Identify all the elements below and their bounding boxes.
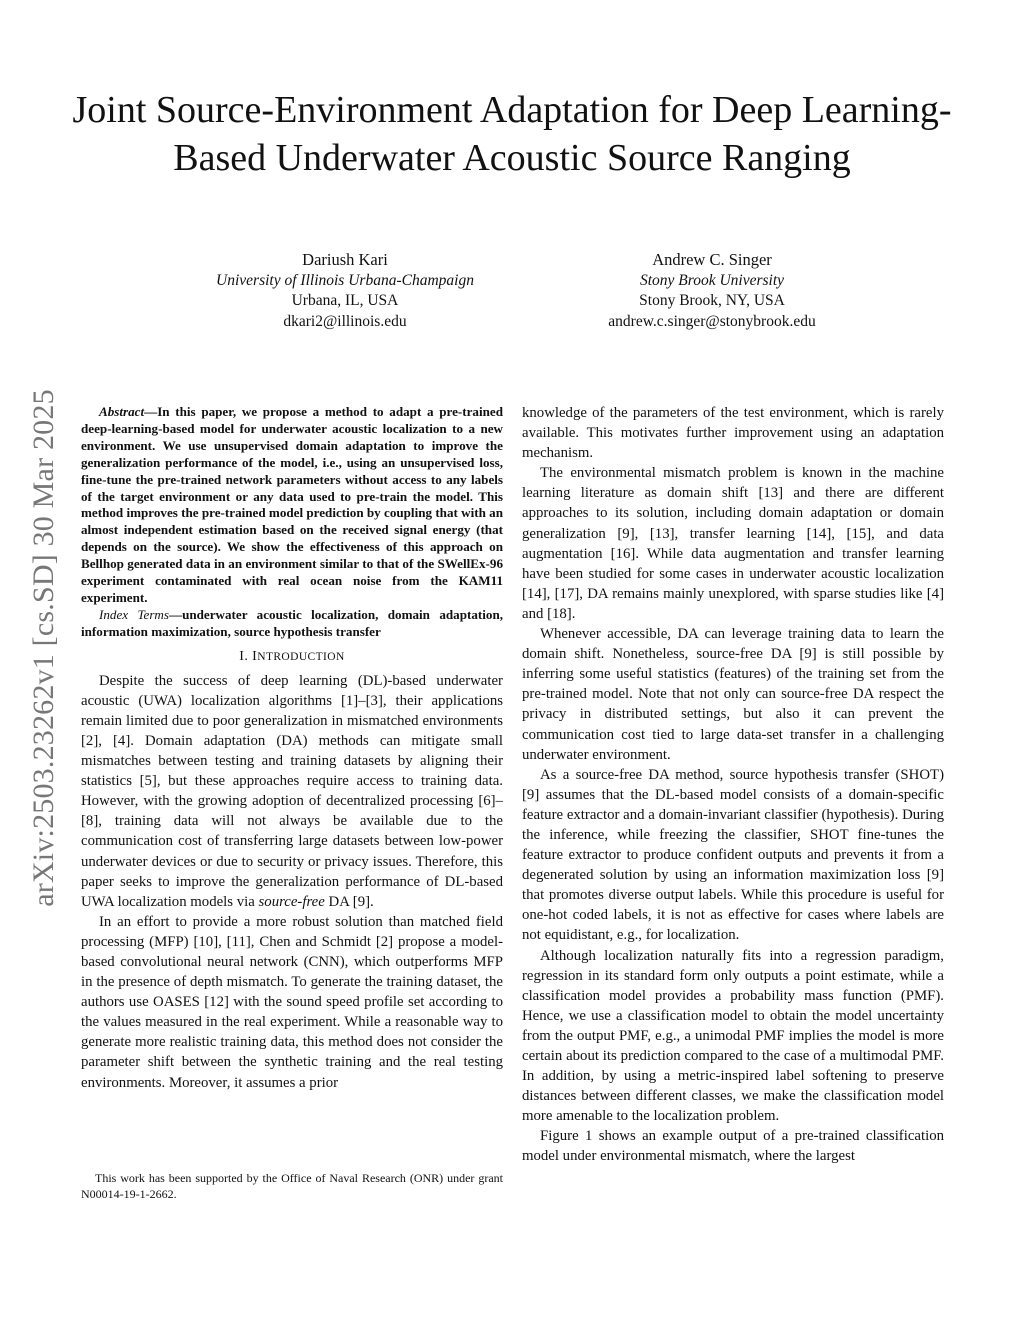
left-column (81, 404, 503, 1093)
abstract-text: —In this paper, we propose a method to adapt a pre-trained deep-learning-based model for underwater acoustic localization to a new environment. We use unsupervised domain adaptation to improve the generalization performance of the model, i.e., using an unsupervised loss, fine-tune the pre-trained network parameters without access to any labels of the target environment or any data used to pre-train the model. This method improves the pre-trained model prediction by coupling that with an almost independent estimation based on the received signal energy (that depends on the source). We show the effectiveness of this approach on Bellhop generated data in an environment similar to that of the SWellEx-96 experiment contaminated with real ocean noise from the KAM11 experiment. (81, 404, 503, 605)
author-location: Stony Brook, NY, USA (639, 292, 785, 309)
arxiv-identifier: arXiv:2503.23262v1 [cs.SD] 30 Mar 2025 (27, 389, 60, 907)
paragraph: As a source-free DA method, source hypothesis transfer (SHOT) [9] assumes that the DL-based model consists of a domain-specific feature extractor and a domain-invariant classifier (hypothesis). During the inference, while freezing the classifier, SHOT fine-tunes the feature extractor to produce confident outputs and prevents it from a degenerated solution by using an information maximization loss [9] that promotes diverse output labels. While this procedure is useful for one-hot coded labels, it is not as effective for cases where labels are not equidistant, e.g., for localization. (522, 766, 944, 944)
paragraph: knowledge of the parameters of the test environment, which is rarely available. This motivates further improvement using an adaptation mechanism. (522, 405, 944, 462)
author-location: Urbana, IL, USA (291, 292, 399, 309)
paragraph-emphasis: source-free (258, 893, 325, 910)
paragraph (81, 912, 503, 1093)
author-affiliation: Stony Brook University (639, 271, 785, 289)
section-heading-introduction (81, 649, 503, 665)
author-email: dkari2@illinois.edu (283, 312, 407, 330)
paragraph: Whenever accessible, DA can leverage training data to learn the domain shift. Nonetheless, source-free DA [9] is still possible by inferring some useful statistics (features) of the training set from the pre-trained model. Note that not only can source-free DA respect the privacy in distributed settings, but also it can prevent the communication cost tied to large data-set transfer in a challenging underwater environment. (522, 626, 944, 763)
paragraph: Figure 1 shows an example output of a pre-trained classification model under environmental mismatch, where the largest (522, 1128, 944, 1165)
author-block-2 (540, 250, 884, 332)
paragraph-text-tail: DA [9]. (324, 893, 374, 910)
author-name: Andrew C. Singer (652, 250, 772, 269)
funding-footnote: This work has been supported by the Office of Naval Research (ONR) under grant N00014-19-1-2662. (81, 1171, 503, 1201)
author-affiliation: University of Illinois Urbana-Champaign (216, 271, 474, 289)
section-title-rest: NTRODUCTION (257, 650, 345, 663)
index-terms-text: —underwater acoustic localization, domain adaptation, information maximization, source hypothesis transfer (81, 606, 503, 639)
abstract-lead: Abstract (99, 404, 145, 419)
paragraph: The environmental mismatch problem is known in the machine learning literature as domain shift [13] and there are different approaches to its solution, including domain adaptation or domain generalization [9], [13], transfer learning [14], [15], and data augmentation [16]. While data augmentation and transfer learning have been studied for some cases in underwater acoustic localization [14], [17], DA remains mainly unexplored, with sparse studies like [4] and [18]. (522, 465, 944, 622)
right-column (522, 403, 944, 1167)
section-first-letter: I (252, 648, 258, 664)
section-number: I. (239, 648, 249, 664)
author-email: andrew.c.singer@stonybrook.edu (608, 312, 816, 330)
index-terms-lead: Index Terms (99, 606, 169, 622)
index-terms (81, 607, 503, 641)
paper-title: Joint Source-Environment Adaptation for Deep Learning-Based Underwater Acoustic Source Ranging (72, 89, 952, 179)
paragraph: Although localization naturally fits into a regression paradigm, regression in its standard form only outputs a point estimate, while a classification model provides a probability mass function (PMF). Hence, we use a classification model to obtain the model uncertainty from the output PMF, e.g., a unimodal PMF implies the model is more certain about its prediction compared to the case of a multimodal PMF. In addition, by using a metric-inspired label softening to preserve distances between different classes, we make the classification model more amenable to the localization problem. (522, 947, 944, 1125)
author-block-1 (180, 250, 510, 332)
abstract (81, 404, 503, 607)
paragraph-text: In an effort to provide a more robust solution than matched field processing (MFP) [10], [11], Chen and Schmidt [2] propose a model-based convolutional neural network (CNN), which outperforms MFP in the presence of depth mismatch. To generate the training dataset, the authors use OASES [12] with the sound speed profile set according to the values measured in the real experiment. While a reasonable way to generate more realistic training data, this method does not consider the parameter shift between the synthetic training and the real testing environments. Moreover, it assumes a prior (81, 913, 503, 1091)
paragraph-text: Despite the success of deep learning (DL)-based underwater acoustic (UWA) localization algorithms [1]–[3], their applications remain limited due to poor generalization in mismatched environments [2], [4]. Domain adaptation (DA) methods can mitigate small mismatches between testing and training datasets by aligning their statistics [5], but these approaches require access to training data. However, with the growing adoption of decentralized processing [6]–[8], training data will not always be available due to the communication cost of transferring large datasets between low-power underwater devices or due to security or privacy issues. Therefore, this paper seeks to improve the generalization performance of DL-based UWA localization models via (81, 672, 503, 910)
author-name: Dariush Kari (302, 250, 388, 269)
paragraph (81, 671, 503, 912)
